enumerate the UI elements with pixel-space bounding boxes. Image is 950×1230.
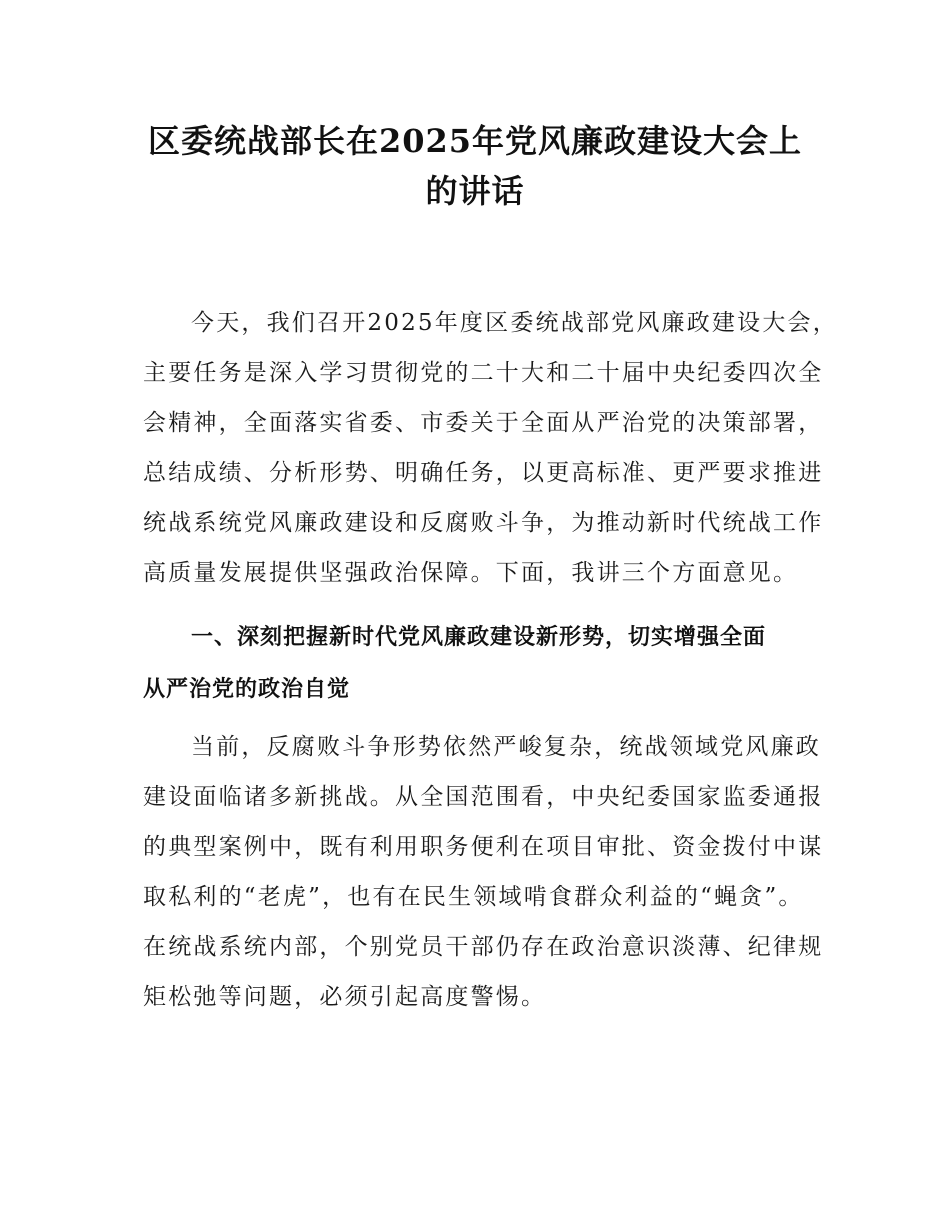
intro-paragraph — [143, 298, 838, 598]
paragraph-line: 总结成绩、分析形势、明确任务，以更高标准、更严要求推进 — [143, 460, 824, 486]
paragraph-line: 矩松弛等问题，必须引起高度警惕。 — [143, 984, 547, 1010]
title-line: 的讲话 — [425, 172, 525, 210]
title-line: 区委统战部长在2025年党风廉政建设大会上 — [147, 122, 803, 160]
heading-line: 从严治党的政治自觉 — [143, 677, 351, 702]
section-heading — [143, 612, 823, 716]
paragraph-line: 建设面临诸多新挑战。从全国范围看，中央纪委国家监委通报 — [143, 784, 824, 810]
paragraph-line: 的典型案例中，既有利用职务便利在项目审批、资金拨付中谋 — [143, 834, 824, 860]
section-paragraph — [143, 722, 823, 1022]
paragraph-line: 高质量发展提供坚强政治保障。下面，我讲三个方面意见。 — [143, 560, 799, 586]
paragraph-line: 在统战系统内部，个别党员干部仍存在政治意识淡薄、纪律规 — [143, 934, 824, 960]
document-title — [120, 116, 830, 216]
paragraph-line: 统战系统党风廉政建设和反腐败斗争，为推动新时代统战工作 — [143, 510, 824, 536]
heading-line: 一、深刻把握新时代党风廉政建设新形势，切实增强全面 — [191, 625, 767, 650]
paragraph-line: 当前，反腐败斗争形势依然严峻复杂，统战领域党风廉政 — [191, 734, 821, 760]
paragraph-line: 主要任务是深入学习贯彻党的二十大和二十届中央纪委四次全 — [143, 360, 824, 386]
paragraph-line: 今天，我们召开2025年度区委统战部党风廉政建设大会， — [191, 310, 838, 336]
paragraph-line: 取私利的“老虎”，也有在民生领域啃食群众利益的“蝇贪”。 — [143, 884, 804, 910]
paragraph-line: 会精神，全面落实省委、市委关于全面从严治党的决策部署， — [143, 410, 824, 436]
